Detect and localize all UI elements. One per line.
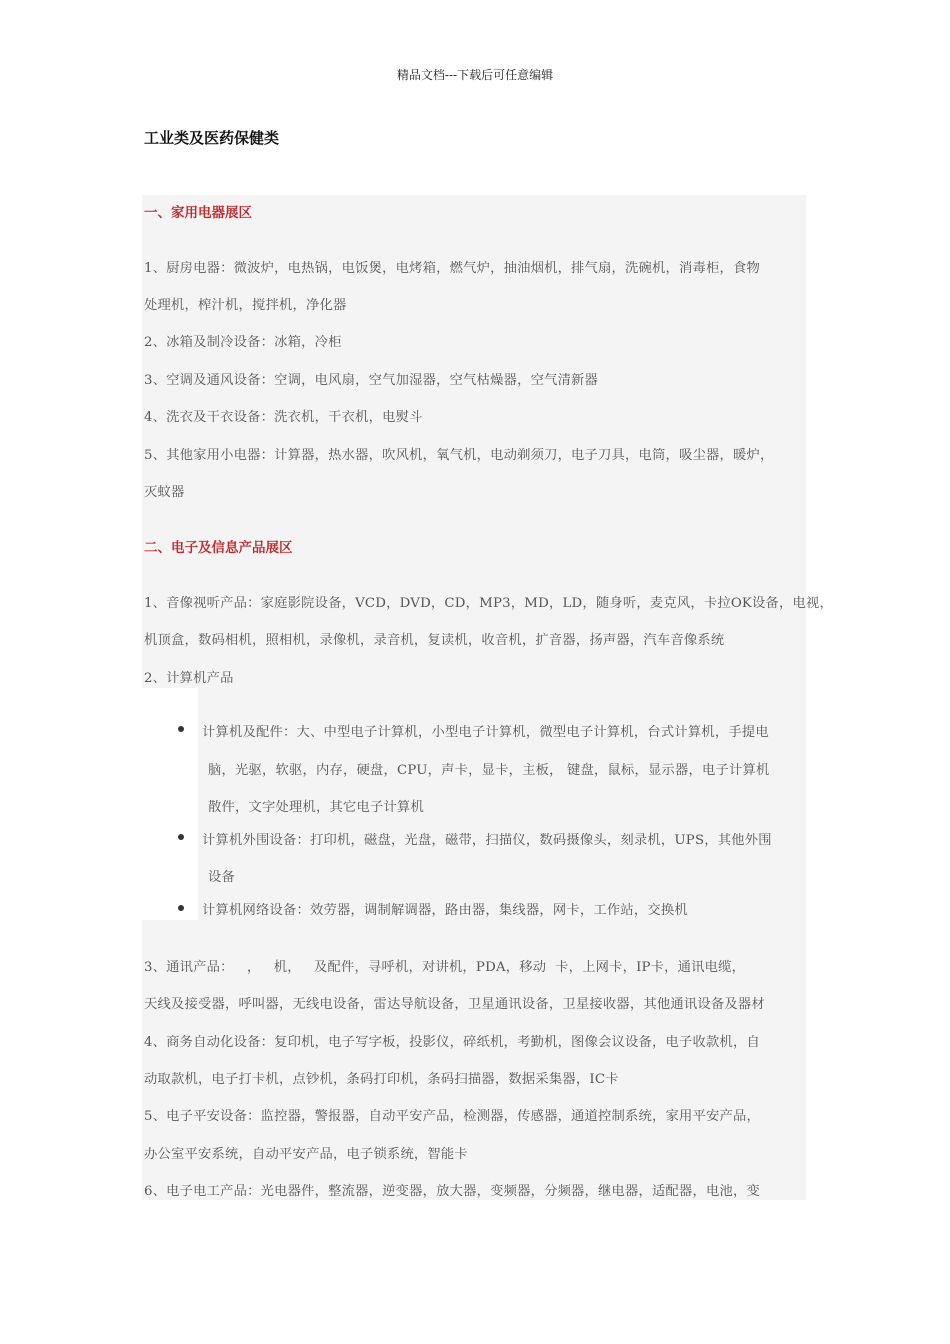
text-line: 处理机，榨汁机，搅拌机，净化器 (144, 298, 347, 313)
bullet-line: 散件，文字处理机，其它电子计算机 (208, 800, 424, 815)
section-heading: 一、家用电器展区 (144, 205, 252, 221)
text-line: 4、商务自动化设备：复印机，电子写字板，投影仪，碎纸机，考勤机，图像会议设备，电子收款机，自 (144, 1035, 761, 1050)
text-line: 3、通讯产品： ， 机， 及配件，寻呼机，对讲机，PDA，移动 卡，上网卡，IP卡，通讯电缆， (144, 960, 746, 975)
text-line: 天线及接受器，呼叫器，无线电设备，雷达导航设备，卫星通讯设备，卫星接收器，其他通讯设备及器材 (144, 997, 765, 1012)
bullet-line: 计算机网络设备：效劳器，调制解调器，路由器，集线器，网卡，工作站，交换机 (202, 903, 688, 918)
text-line: 5、电子平安设备：监控器，警报器，自动平安产品，检测器，传感器，通道控制系统，家用平安产品， (144, 1109, 761, 1124)
bullet-dot (178, 726, 184, 732)
section-heading: 二、电子及信息产品展区 (144, 540, 293, 556)
bullet-line: 脑，光驱，软驱，内存，硬盘，CPU，声卡，显卡，主板， 键盘，鼠标，显示器，电子计算机 (208, 763, 770, 778)
bullet-dot (178, 834, 184, 840)
text-line: 5、其他家用小电器：计算器，热水器，吹风机，氧气机，电动剃须刀，电子刀具，电筒，吸尘器，暖炉， (144, 448, 774, 463)
text-line: 灭蚊器 (144, 485, 185, 500)
text-line: 4、洗衣及干衣设备：洗衣机，干衣机，电熨斗 (144, 410, 423, 425)
bullet-line: 设备 (208, 870, 235, 885)
text-line: 3、空调及通风设备：空调，电风扇，空气加湿器，空气枯燥器，空气清新器 (144, 373, 599, 388)
bullet-dot (178, 905, 184, 911)
document-title: 工业类及医药保健类 (144, 129, 280, 147)
text-line: 1、音像视听产品：家庭影院设备，VCD，DVD，CD，MP3，MD，LD，随身听，麦克风，卡拉OK设备，电视， (144, 596, 834, 611)
text-line: 2、计算机产品 (144, 671, 234, 686)
text-line: 6、电子电工产品：光电器件，整流器，逆变器，放大器，变频器，分频器，继电器，适配器，电池，变 (144, 1184, 761, 1199)
text-line: 1、厨房电器：微波炉，电热锅，电饭煲，电烤箱，燃气炉，抽油烟机，排气扇，洗碗机，消毒柜，食物 (144, 261, 761, 276)
bullet-line: 计算机外围设备：打印机，磁盘，光盘，磁带，扫描仪，数码摄像头，刻录机，UPS，其他外围 (202, 833, 772, 848)
text-line: 机顶盒，数码相机，照相机，录像机，录音机，复读机，收音机，扩音器，扬声器，汽车音像系统 (144, 633, 725, 648)
text-line: 2、冰箱及制冷设备：冰箱，冷柜 (144, 335, 342, 350)
text-line: 办公室平安系统，自动平安产品，电子锁系统，智能卡 (144, 1147, 468, 1162)
text-line: 动取款机，电子打卡机，点钞机，条码打印机，条码扫描器，数据采集器，IC卡 (144, 1072, 619, 1087)
page-header: 精品文档---下载后可任意编辑 (396, 68, 554, 82)
bullet-line: 计算机及配件：大、中型电子计算机，小型电子计算机，微型电子计算机，台式计算机，手提电 (202, 725, 769, 740)
